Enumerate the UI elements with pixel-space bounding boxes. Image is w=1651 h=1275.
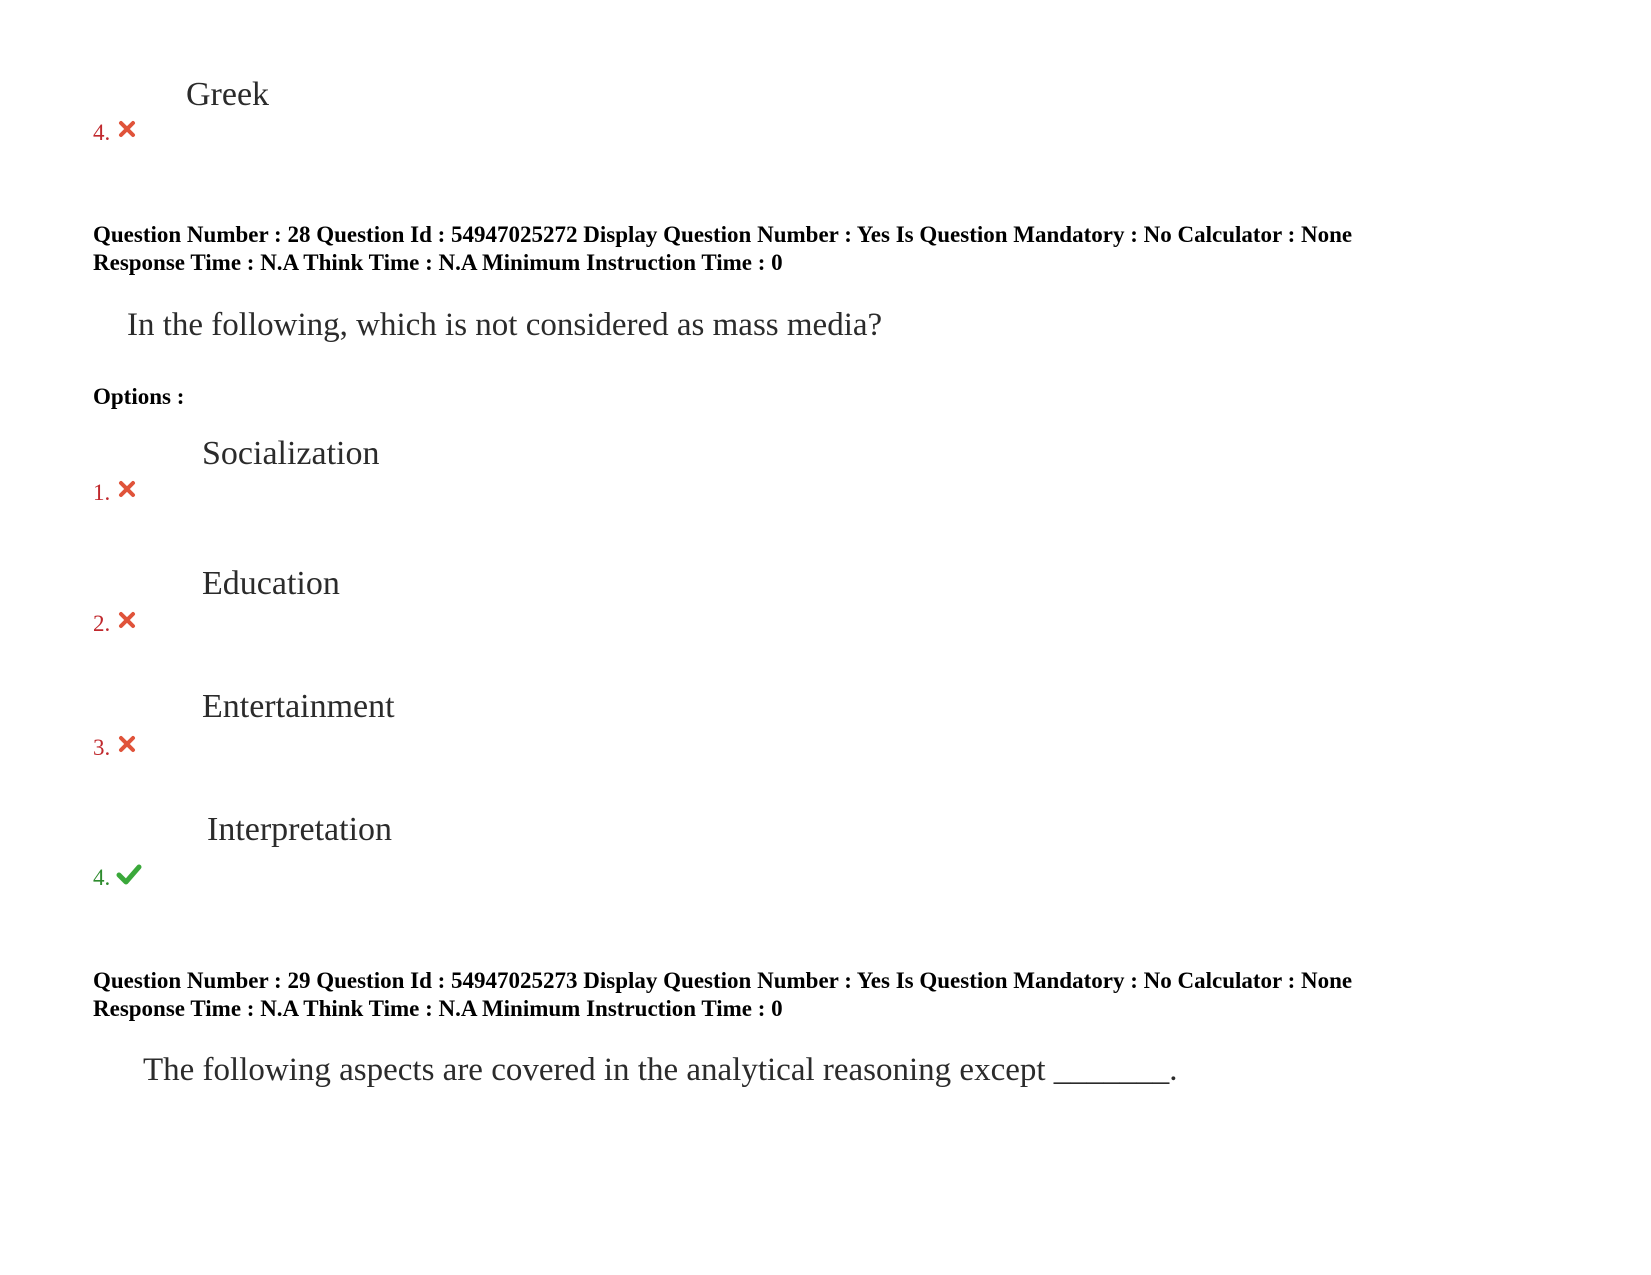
question-meta-line1: Question Number : 28 Question Id : 54947025272 Display Question Number : Yes Is Question Mandatory : No Calculator : None <box>93 222 1353 247</box>
option-number: 2. <box>93 611 111 636</box>
check-icon <box>116 863 142 890</box>
options-label: Options : <box>93 384 185 409</box>
option-text: Socialization <box>202 435 380 472</box>
option-number: 3. <box>93 735 111 760</box>
question-stem: In the following, which is not considered as mass media? <box>127 307 883 343</box>
cross-icon <box>118 120 136 143</box>
cross-icon <box>118 611 136 634</box>
option-number: 4. <box>93 865 111 890</box>
option-number: 1. <box>93 480 111 505</box>
option-text: Entertainment <box>202 688 395 725</box>
option-number: 4. <box>93 120 111 145</box>
question-meta-line2: Response Time : N.A Think Time : N.A Minimum Instruction Time : 0 <box>93 996 783 1021</box>
question-meta <box>93 221 1352 277</box>
question-meta-line1: Question Number : 29 Question Id : 54947025273 Display Question Number : Yes Is Question Mandatory : No Calculator : None <box>93 968 1353 993</box>
cross-icon <box>118 735 136 758</box>
option-text: Interpretation <box>207 811 393 848</box>
question-stem: The following aspects are covered in the analytical reasoning except _______. <box>143 1052 1178 1088</box>
question-meta <box>93 967 1352 1023</box>
cross-icon <box>118 480 136 503</box>
option-text: Education <box>202 565 340 602</box>
option-text: Greek <box>186 76 270 113</box>
question-meta-line2: Response Time : N.A Think Time : N.A Minimum Instruction Time : 0 <box>93 250 783 275</box>
